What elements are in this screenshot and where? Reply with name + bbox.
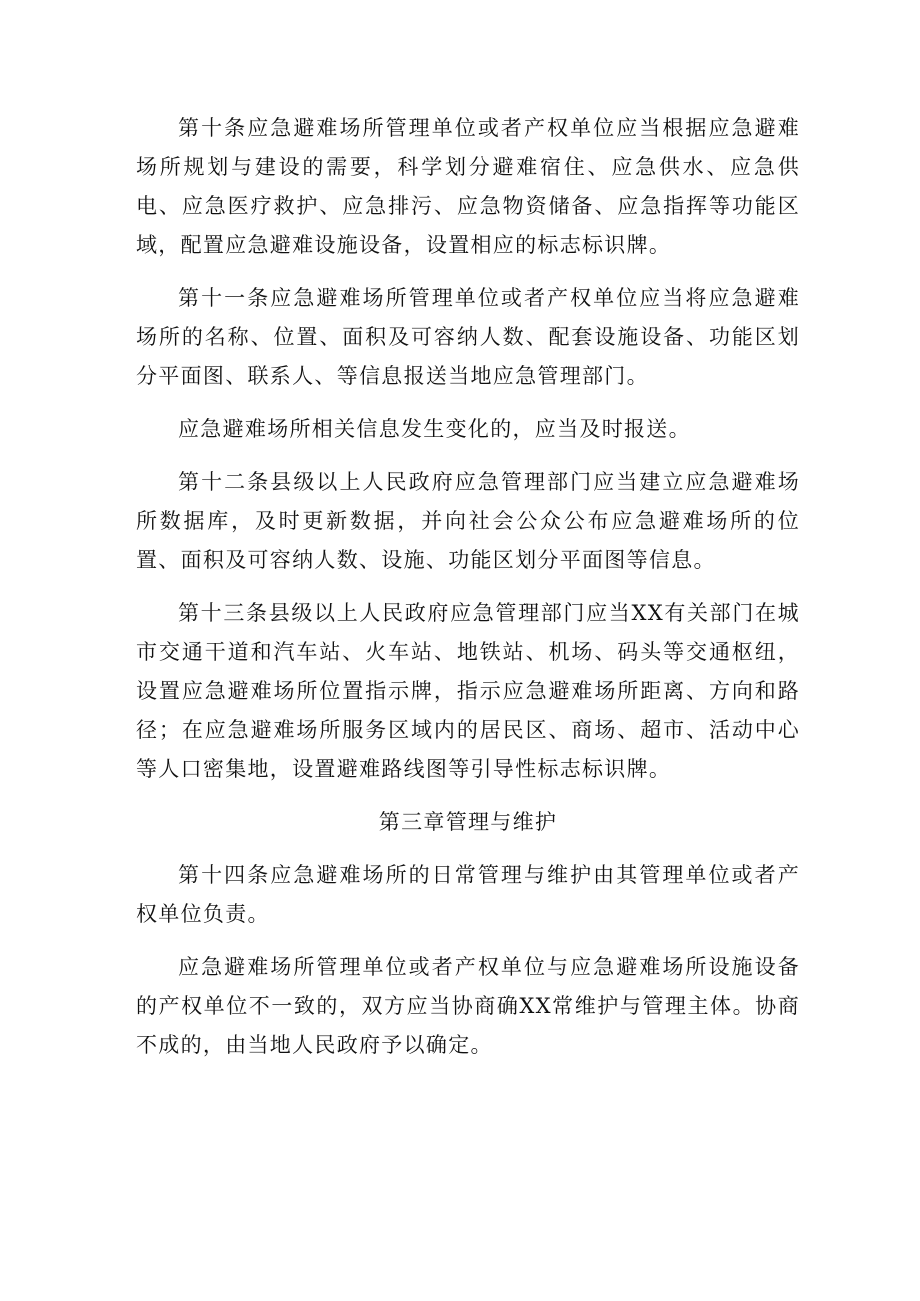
document-body bbox=[136, 109, 800, 1065]
paragraph-article-14: 第十四条应急避难场所的日常管理与维护由其管理单位或者产权单位负责。 bbox=[136, 863, 800, 926]
paragraph-article-11: 第十一条应急避难场所管理单位或者产权单位应当将应急避难场所的名称、位置、面积及可容纳人数、配套设施设备、功能区划分平面图、联系人、等信息报送当地应急管理部门。 bbox=[136, 286, 800, 388]
chapter-heading: 第三章管理与维护 bbox=[378, 810, 558, 834]
paragraph-article-10: 第十条应急避难场所管理单位或者产权单位应当根据应急避难场所规划与建设的需要，科学划分避难宿住、应急供水、应急供电、应急医疗救护、应急排污、应急物资储备、应急指挥等功能区域，配置应急避难设施设备，设置相应的标志标识牌。 bbox=[136, 116, 800, 257]
paragraph-management-subject: 应急避难场所管理单位或者产权单位与应急避难场所设施设备的产权单位不一致的，双方应当协商确XX常维护与管理主体。协商不成的，由当地人民政府予以确定。 bbox=[136, 955, 800, 1057]
paragraph-article-13: 第十三条县级以上人民政府应急管理部门应当XX有关部门在城市交通干道和汽车站、火车站、地铁站、机场、码头等交通枢纽，设置应急避难场所位置指示牌，指示应急避难场所距离、方向和路径；在应急避难场所服务区域内的居民区、商场、超市、活动中心等人口密集地，设置避难路线图等引导性标志标识牌。 bbox=[136, 601, 800, 781]
paragraph-article-12: 第十二条县级以上人民政府应急管理部门应当建立应急避难场所数据库，及时更新数据，并向社会公众公布应急避难场所的位置、面积及可容纳人数、设施、功能区划分平面图等信息。 bbox=[136, 470, 800, 572]
paragraph-info-change: 应急避难场所相关信息发生变化的，应当及时报送。 bbox=[178, 417, 691, 441]
